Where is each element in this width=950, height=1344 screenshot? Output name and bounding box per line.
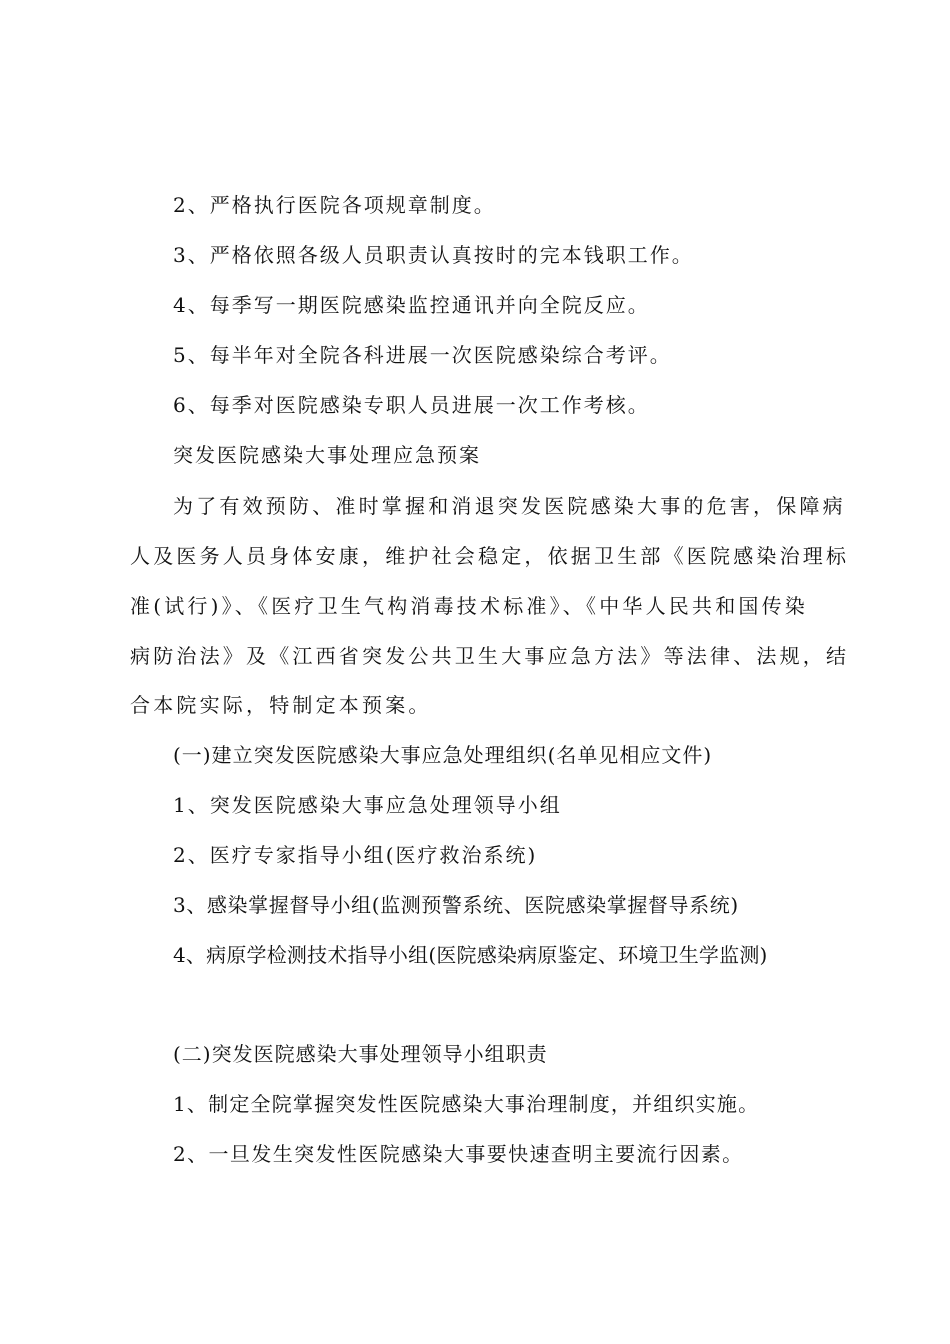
- paragraph-line: 人及医务人员身体安康，维护社会稳定，依据卫生部《医院感染治理标: [130, 544, 850, 568]
- list-item: 2、医疗专家指导小组(医疗救治系统): [173, 843, 538, 867]
- paragraph-line: 准(试行)》、《医疗卫生气构消毒技术标准》、《中华人民共和国传染: [130, 594, 809, 618]
- paragraph-line: 病防治法》及《江西省突发公共卫生大事应急方法》等法律、法规，结: [130, 644, 850, 668]
- paragraph-line: 为了有效预防、准时掌握和消退突发医院感染大事的危害，保障病: [173, 494, 846, 518]
- list-item: 1、突发医院感染大事应急处理领导小组: [173, 793, 562, 817]
- list-item: 5、每半年对全院各科进展一次医院感染综合考评。: [173, 343, 672, 367]
- section-heading: (二)突发医院感染大事处理领导小组职责: [173, 1042, 548, 1066]
- paragraph-line: 合本院实际，特制定本预案。: [130, 693, 432, 717]
- section-heading: (一)建立突发医院感染大事应急处理组织(名单见相应文件): [173, 743, 713, 767]
- list-item: 3、严格依照各级人员职责认真按时的完本钱职工作。: [173, 243, 694, 267]
- list-item: 2、严格执行医院各项规章制度。: [173, 193, 496, 217]
- list-item: 2、一旦发生突发性医院感染大事要快速查明主要流行因素。: [173, 1142, 744, 1166]
- list-item: 4、每季写一期医院感染监控通讯并向全院反应。: [173, 293, 650, 317]
- list-item: 6、每季对医院感染专职人员进展一次工作考核。: [173, 393, 650, 417]
- list-item: 1、制定全院掌握突发性医院感染大事治理制度，并组织实施。: [173, 1092, 760, 1116]
- section-title: 突发医院感染大事处理应急预案: [173, 443, 481, 467]
- list-item: 4、病原学检测技术指导小组(医院感染病原鉴定、环境卫生学监测): [173, 943, 768, 967]
- list-item: 3、感染掌握督导小组(监测预警系统、医院感染掌握督导系统): [173, 893, 739, 917]
